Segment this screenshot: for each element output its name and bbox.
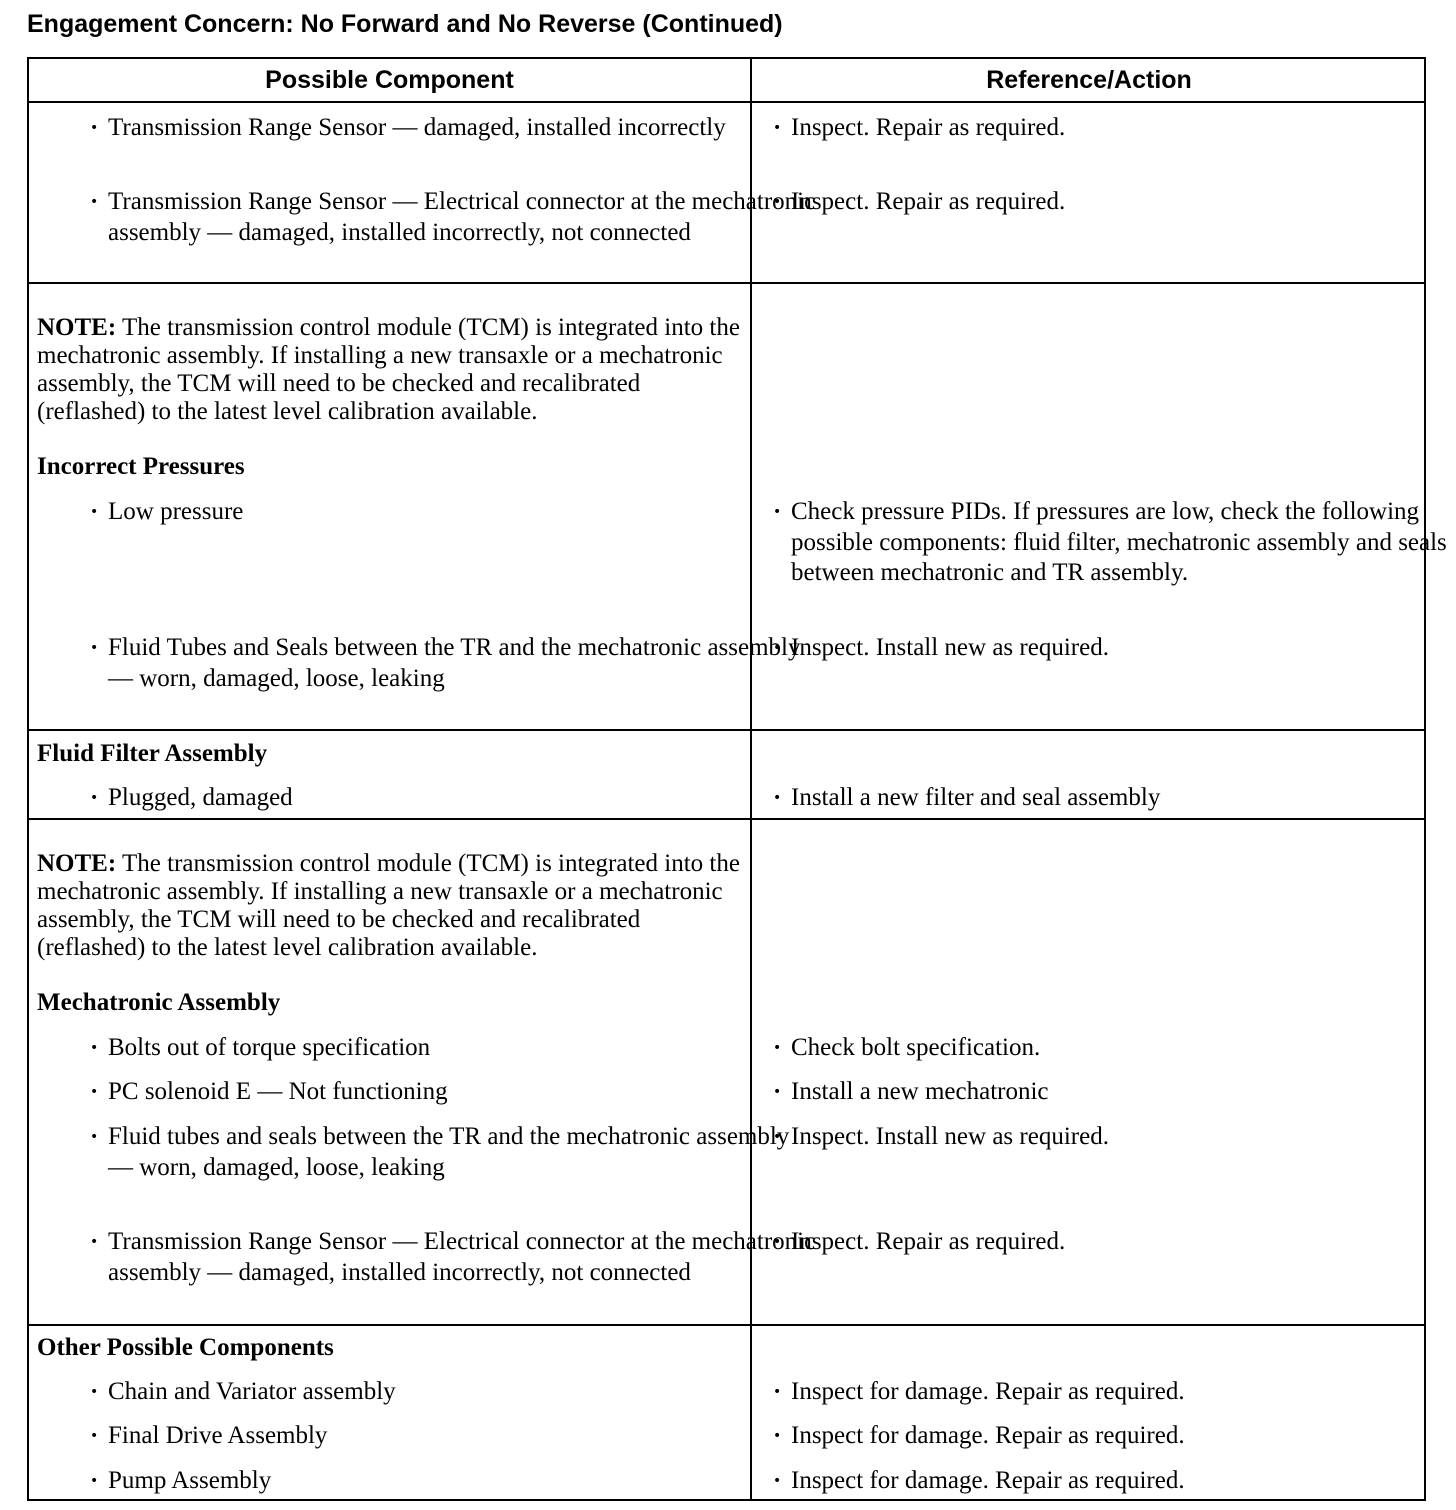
header-possible-component: Possible Component xyxy=(265,66,514,94)
action-cell: • Inspect. Install new as required. xyxy=(765,1122,1451,1153)
header-reference-action: Reference/Action xyxy=(986,66,1192,94)
action-cell: • Inspect. Install new as required. xyxy=(765,633,1451,664)
section-heading: Incorrect Pressures xyxy=(37,453,245,480)
action-cell: • Inspect for damage. Repair as required. xyxy=(765,1466,1451,1497)
action-cell: • Install a new mechatronic xyxy=(765,1077,1451,1108)
component-cell: • Transmission Range Sensor — Electrical connector at the mechatronic assembly — damaged, installed incorrectly, not connected xyxy=(37,1227,818,1288)
note-text: The transmission control module (TCM) is integrated into the mechatronic assembly. If installing a new transaxle or a mechatronic assembly, the TCM will need to be checked and recalibrated (reflashed) to the latest level calibration available. xyxy=(37,850,740,961)
action-cell: • Check bolt specification. xyxy=(765,1033,1451,1064)
row-divider xyxy=(29,1324,1424,1326)
component-cell: • Final Drive Assembly xyxy=(37,1421,818,1452)
section-heading: Other Possible Components xyxy=(37,1334,334,1361)
note-label: NOTE: xyxy=(37,850,117,877)
note-block xyxy=(37,314,747,426)
row-divider xyxy=(29,818,1424,820)
action-cell: • Inspect. Repair as required. xyxy=(765,113,1451,144)
action-cell: • Install a new filter and seal assembly xyxy=(765,783,1451,814)
page-title: Engagement Concern: No Forward and No Reverse (Continued) xyxy=(27,10,783,38)
component-cell: • Transmission Range Sensor — Electrical connector at the mechatronic assembly — damaged, installed incorrectly, not connected xyxy=(37,187,818,248)
table-header xyxy=(29,59,1424,103)
component-cell: • Pump Assembly xyxy=(37,1466,818,1497)
action-cell: • Inspect. Repair as required. xyxy=(765,187,1451,218)
component-cell: • Fluid Tubes and Seals between the TR and the mechatronic assembly — worn, damaged, loose, leaking xyxy=(37,633,818,694)
component-cell: • Transmission Range Sensor — damaged, installed incorrectly xyxy=(37,113,818,144)
section-heading: Fluid Filter Assembly xyxy=(37,740,268,767)
note-label: NOTE: xyxy=(37,314,117,341)
action-cell: • Check pressure PIDs. If pressures are low, check the following possible components: fluid filter, mechatronic assembly and seals between mechatronic and TR assembly. xyxy=(765,497,1451,589)
component-cell: • Plugged, damaged xyxy=(37,783,818,814)
diagnostic-table xyxy=(27,57,1447,1501)
note-block xyxy=(37,850,747,962)
note-text: The transmission control module (TCM) is integrated into the mechatronic assembly. If installing a new transaxle or a mechatronic assembly, the TCM will need to be checked and recalibrated (reflashed) to the latest level calibration available. xyxy=(37,314,740,425)
row-divider xyxy=(29,729,1424,731)
component-cell: • Bolts out of torque specification xyxy=(37,1033,818,1064)
component-cell: • Low pressure xyxy=(37,497,818,528)
action-cell: • Inspect for damage. Repair as required. xyxy=(765,1421,1451,1452)
row-divider xyxy=(29,282,1424,284)
action-cell: • Inspect. Repair as required. xyxy=(765,1227,1451,1258)
component-cell: • Fluid tubes and seals between the TR and the mechatronic assembly — worn, damaged, loose, leaking xyxy=(37,1122,818,1183)
section-heading: Mechatronic Assembly xyxy=(37,989,281,1016)
component-cell: • PC solenoid E — Not functioning xyxy=(37,1077,818,1108)
component-cell: • Chain and Variator assembly xyxy=(37,1377,818,1408)
action-cell: • Inspect for damage. Repair as required. xyxy=(765,1377,1451,1408)
